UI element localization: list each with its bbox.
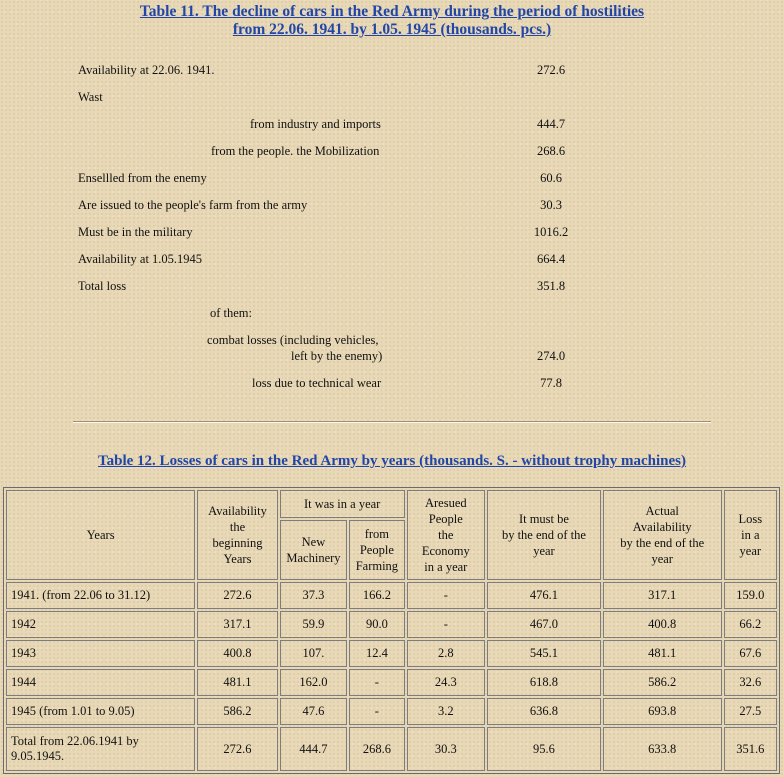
cell-loss: 32.6 [724, 669, 777, 696]
table-row [6, 698, 777, 725]
cell-new: 59.9 [280, 611, 347, 638]
table-row-total [6, 727, 777, 771]
cell-availability: 272.6 [197, 727, 278, 771]
t11-label-6: Must be in the military [78, 225, 193, 239]
cell-year: 1943 [6, 640, 195, 667]
header-actual: Actual Availability by the end of the year [603, 490, 722, 580]
cell-year: Total from 22.06.1941 by 9.05.1945. [6, 727, 195, 771]
cell-people: 268.6 [349, 727, 404, 771]
t11-label-3: from the people. the Mobilization [211, 144, 380, 158]
cell-new: 162.0 [280, 669, 347, 696]
cell-aresued: 30.3 [407, 727, 486, 771]
cell-aresued: 2.8 [407, 640, 486, 667]
cell-people: 12.4 [349, 640, 404, 667]
t11-value-2: 444.7 [536, 117, 566, 131]
cell-new: 107. [280, 640, 347, 667]
header-availability: Availability the beginning Years [197, 490, 278, 580]
cell-actual: 481.1 [603, 640, 722, 667]
t11-value-6: 1016.2 [533, 225, 569, 239]
cell-new: 444.7 [280, 727, 347, 771]
table-row [6, 611, 777, 638]
t11-label-10a: combat losses (including vehicles, [207, 333, 379, 347]
cell-availability: 586.2 [197, 698, 278, 725]
cell-actual: 693.8 [603, 698, 722, 725]
cell-loss: 159.0 [724, 582, 777, 609]
table11-title-line2: from 22.06. 1941. by 1.05. 1945 (thousands. pcs.) [232, 21, 552, 38]
cell-availability: 400.8 [197, 640, 278, 667]
table11-title-line1: Table 11. The decline of cars in the Red Army during the period of hostilities [139, 3, 645, 20]
cell-year: 1941. (from 22.06 to 31.12) [6, 582, 195, 609]
divider [73, 421, 711, 423]
header-new-machinery: New Machinery [280, 520, 347, 580]
cell-people: - [349, 669, 404, 696]
t11-label-1: Wast [78, 90, 103, 104]
header-must-be: It must be by the end of the year [487, 490, 601, 580]
cell-loss: 351.6 [724, 727, 777, 771]
cell-actual: 633.8 [603, 727, 722, 771]
cell-must-be: 476.1 [487, 582, 601, 609]
cell-must-be: 545.1 [487, 640, 601, 667]
t11-value-0: 272.6 [536, 63, 566, 77]
header-aresued: Aresued People the Economy in a year [407, 490, 486, 580]
cell-people: - [349, 698, 404, 725]
t11-value-11: 77.8 [540, 376, 562, 390]
t11-value-5: 30.3 [540, 198, 562, 212]
t11-value-3: 268.6 [536, 144, 566, 158]
cell-loss: 27.5 [724, 698, 777, 725]
cell-actual: 400.8 [603, 611, 722, 638]
cell-loss: 66.2 [724, 611, 777, 638]
t11-label-8: Total loss [78, 279, 127, 293]
t11-label-0: Availability at 22.06. 1941. [78, 63, 215, 77]
t11-label-10b: left by the enemy) [291, 349, 383, 363]
cell-aresued: - [407, 582, 486, 609]
cell-must-be: 618.8 [487, 669, 601, 696]
cell-availability: 272.6 [197, 582, 278, 609]
cell-availability: 481.1 [197, 669, 278, 696]
cell-aresued: 3.2 [407, 698, 486, 725]
cell-must-be: 95.6 [487, 727, 601, 771]
t11-label-4: Ensellled from the enemy [78, 171, 207, 185]
t11-value-8: 351.8 [536, 279, 566, 293]
table-row [6, 640, 777, 667]
cell-aresued: - [407, 611, 486, 638]
cell-must-be: 636.8 [487, 698, 601, 725]
header-from-people: from People Farming [349, 520, 404, 580]
cell-year: 1944 [6, 669, 195, 696]
cell-people: 166.2 [349, 582, 404, 609]
t11-label-7: Availability at 1.05.1945 [78, 252, 203, 266]
cell-actual: 317.1 [603, 582, 722, 609]
table-row [6, 669, 777, 696]
header-was-in-year: It was in a year [280, 490, 405, 518]
cell-year: 1942 [6, 611, 195, 638]
table-row [6, 582, 777, 609]
t11-value-10: 274.0 [536, 349, 566, 363]
cell-new: 47.6 [280, 698, 347, 725]
header-loss: Loss in a year [724, 490, 777, 580]
table12-title: Table 12. Losses of cars in the Red Army by years (thousands. S. - without trophy machines) [98, 453, 686, 469]
cell-year: 1945 (from 1.01 to 9.05) [6, 698, 195, 725]
cell-new: 37.3 [280, 582, 347, 609]
cell-must-be: 467.0 [487, 611, 601, 638]
table12 [3, 487, 780, 774]
t11-label-2: from industry and imports [250, 117, 381, 131]
t11-label-11: loss due to technical wear [252, 376, 382, 390]
header-years: Years [6, 490, 195, 580]
cell-aresued: 24.3 [407, 669, 486, 696]
cell-availability: 317.1 [197, 611, 278, 638]
t11-value-4: 60.6 [540, 171, 562, 185]
t11-label-9: of them: [210, 306, 253, 320]
table12-header-row1 [6, 490, 777, 518]
t11-label-5: Are issued to the people's farm from the army [78, 198, 308, 212]
cell-loss: 67.6 [724, 640, 777, 667]
cell-people: 90.0 [349, 611, 404, 638]
t11-value-7: 664.4 [536, 252, 566, 266]
cell-actual: 586.2 [603, 669, 722, 696]
